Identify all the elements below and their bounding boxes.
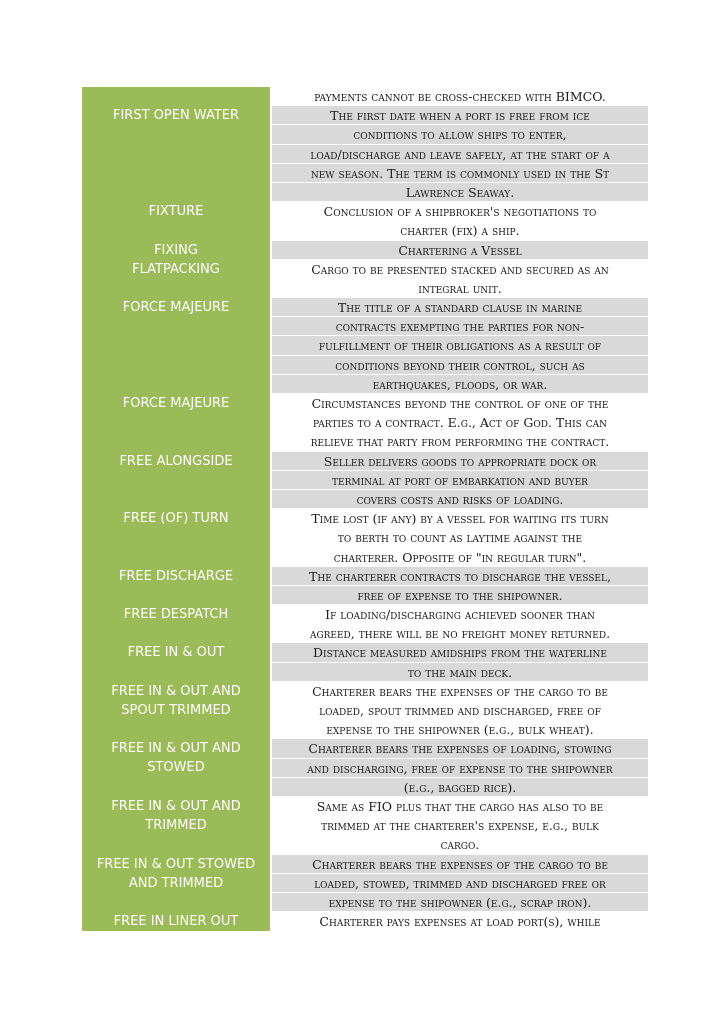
term-cell [82, 452, 270, 510]
definition-line: cargo. [272, 835, 648, 854]
definition-line: contracts exempting the parties for non- [272, 317, 648, 336]
term-cell [82, 682, 270, 740]
definition-line: charterer. Opposite of "in regular turn". [272, 548, 648, 567]
definition-line: Time lost (if any) by a vessel for waiting its turn [272, 509, 648, 528]
glossary-row [82, 682, 648, 740]
definition-cell [272, 739, 648, 797]
term-label: FREE DESPATCH [123, 607, 229, 623]
glossary-row [82, 394, 648, 452]
term-label: FLATPACKING [132, 261, 220, 277]
term-label: FREE ALONGSIDE [119, 453, 233, 469]
definition-line: earthquakes, floods, or war. [272, 375, 648, 394]
glossary-row [82, 452, 648, 510]
glossary-row [82, 643, 648, 681]
definition-line: conditions to allow ships to enter, [272, 125, 648, 144]
definition-cell [272, 643, 648, 681]
term-cell [82, 605, 270, 643]
definition-line: Same as FIO plus that the cargo has also to be [272, 797, 648, 816]
term-cell [82, 298, 270, 394]
definition-line: to berth to count as laytime against the [272, 528, 648, 547]
definition-line: to the main deck. [272, 663, 648, 682]
definition-line: payments cannot be cross-checked with BIMCO. [272, 87, 648, 106]
term-label: FREE IN LINER OUT [113, 914, 239, 930]
term-label: FIXING [154, 242, 198, 258]
glossary-row [82, 298, 648, 394]
definition-line: Cargo to be presented stacked and secured as an [272, 260, 648, 279]
term-label: SPOUT TRIMMED [121, 702, 231, 718]
definition-line: load/discharge and leave safely, at the start of a [272, 145, 648, 164]
definition-cell [272, 567, 648, 605]
definition-line: Charterer bears the expenses of the cargo to be [272, 682, 648, 701]
definition-cell [272, 605, 648, 643]
definition-line: terminal at port of embarkation and buyer [272, 471, 648, 490]
definition-line: charter (fix) a ship. [272, 221, 648, 240]
definition-line: The first date when a port is free from ice [272, 106, 648, 125]
term-cell [82, 260, 270, 298]
glossary-row [82, 87, 648, 106]
definition-cell [272, 855, 648, 913]
definition-cell [272, 509, 648, 567]
term-label: FORCE MAJEURE [122, 396, 230, 411]
definition-line: loaded, stowed, trimmed and discharged free or [272, 874, 648, 893]
definition-cell [272, 202, 648, 240]
term-cell [82, 855, 270, 913]
definition-cell [272, 106, 648, 202]
term-label: TRIMMED [145, 817, 207, 833]
definition-cell [272, 394, 648, 452]
term-cell [82, 567, 270, 605]
glossary-row [82, 567, 648, 605]
definition-line: relieve that party from performing the contract. [272, 432, 648, 451]
term-label: FREE IN & OUT AND [111, 798, 241, 814]
definition-line: Charterer bears the expenses of loading, stowing [272, 739, 648, 758]
term-label: FREE IN & OUT AND [111, 741, 241, 757]
definition-line: Lawrence Seaway. [272, 183, 648, 202]
glossary-row [82, 260, 648, 298]
term-cell [82, 202, 270, 240]
definition-line: Charterer pays expenses at load port(s), while [272, 912, 648, 931]
definition-line: Conclusion of a shipbroker's negotiations to [272, 202, 648, 221]
definition-line: new season. The term is commonly used in the St [272, 164, 648, 183]
definition-line: If loading/discharging achieved sooner than [272, 605, 648, 624]
definition-line: Seller delivers goods to appropriate dock or [272, 452, 648, 471]
definition-line: fulfillment of their obligations as a result of [272, 336, 648, 355]
term-label: FREE DISCHARGE [118, 568, 234, 584]
term-cell [82, 643, 270, 681]
definition-line: Circumstances beyond the control of one of the [272, 394, 648, 413]
term-cell [82, 912, 270, 931]
definition-cell [272, 241, 648, 260]
definition-line: The title of a standard clause in marine [272, 298, 648, 317]
term-cell [82, 87, 270, 106]
term-label: FIRST OPEN WATER [112, 108, 240, 124]
definition-cell [272, 682, 648, 740]
definition-cell [272, 260, 648, 298]
glossary-row [82, 509, 648, 567]
term-cell [82, 394, 270, 452]
definition-line: conditions beyond their control, such as [272, 356, 648, 375]
term-cell [82, 797, 270, 855]
glossary-row [82, 605, 648, 643]
definition-line: trimmed at the charterer's expense, e.g., bulk [272, 816, 648, 835]
term-label: AND TRIMMED [128, 875, 224, 891]
term-cell [82, 106, 270, 202]
term-cell [82, 739, 270, 797]
term-label: STOWED [147, 760, 205, 776]
glossary-row [82, 855, 648, 913]
term-label: FREE IN & OUT AND [111, 683, 241, 699]
definition-cell [272, 912, 648, 931]
term-label: FREE IN & OUT [127, 645, 225, 661]
glossary-row [82, 912, 648, 931]
glossary-table [82, 87, 648, 931]
definition-line: Charterer bears the expenses of the cargo to be [272, 855, 648, 874]
definition-cell [272, 452, 648, 510]
glossary-row [82, 106, 648, 202]
definition-line: covers costs and risks of loading. [272, 490, 648, 509]
glossary-row [82, 797, 648, 855]
definition-line: Chartering a Vessel [272, 241, 648, 260]
definition-cell [272, 797, 648, 855]
term-cell [82, 509, 270, 567]
definition-line: The charterer contracts to discharge the vessel, [272, 567, 648, 586]
definition-line: Distance measured amidships from the waterline [272, 643, 648, 662]
definition-line: loaded, spout trimmed and discharged, free of [272, 701, 648, 720]
term-label: FORCE MAJEURE [122, 300, 230, 316]
definition-line: (e.g., bagged rice). [272, 778, 648, 797]
definition-line: expense to the shipowner (e.g., bulk wheat). [272, 720, 648, 739]
glossary-row [82, 202, 648, 240]
definition-line: parties to a contract. E.g., Act of God. This can [272, 413, 648, 432]
term-label: FIXTURE [148, 204, 204, 220]
definition-line: integral unit. [272, 279, 648, 298]
definition-line: free of expense to the shipowner. [272, 586, 648, 605]
definition-line: and discharging, free of expense to the shipowner [272, 759, 648, 778]
glossary-row [82, 241, 648, 260]
definition-cell [272, 87, 648, 106]
term-label: FREE (OF) TURN [123, 511, 229, 527]
term-label: FREE IN & OUT STOWED [96, 856, 256, 872]
definition-line: expense to the shipowner (e.g., scrap iron). [272, 893, 648, 912]
definition-line: agreed, there will be no freight money returned. [272, 624, 648, 643]
term-cell [82, 241, 270, 260]
glossary-row [82, 739, 648, 797]
definition-cell [272, 298, 648, 394]
